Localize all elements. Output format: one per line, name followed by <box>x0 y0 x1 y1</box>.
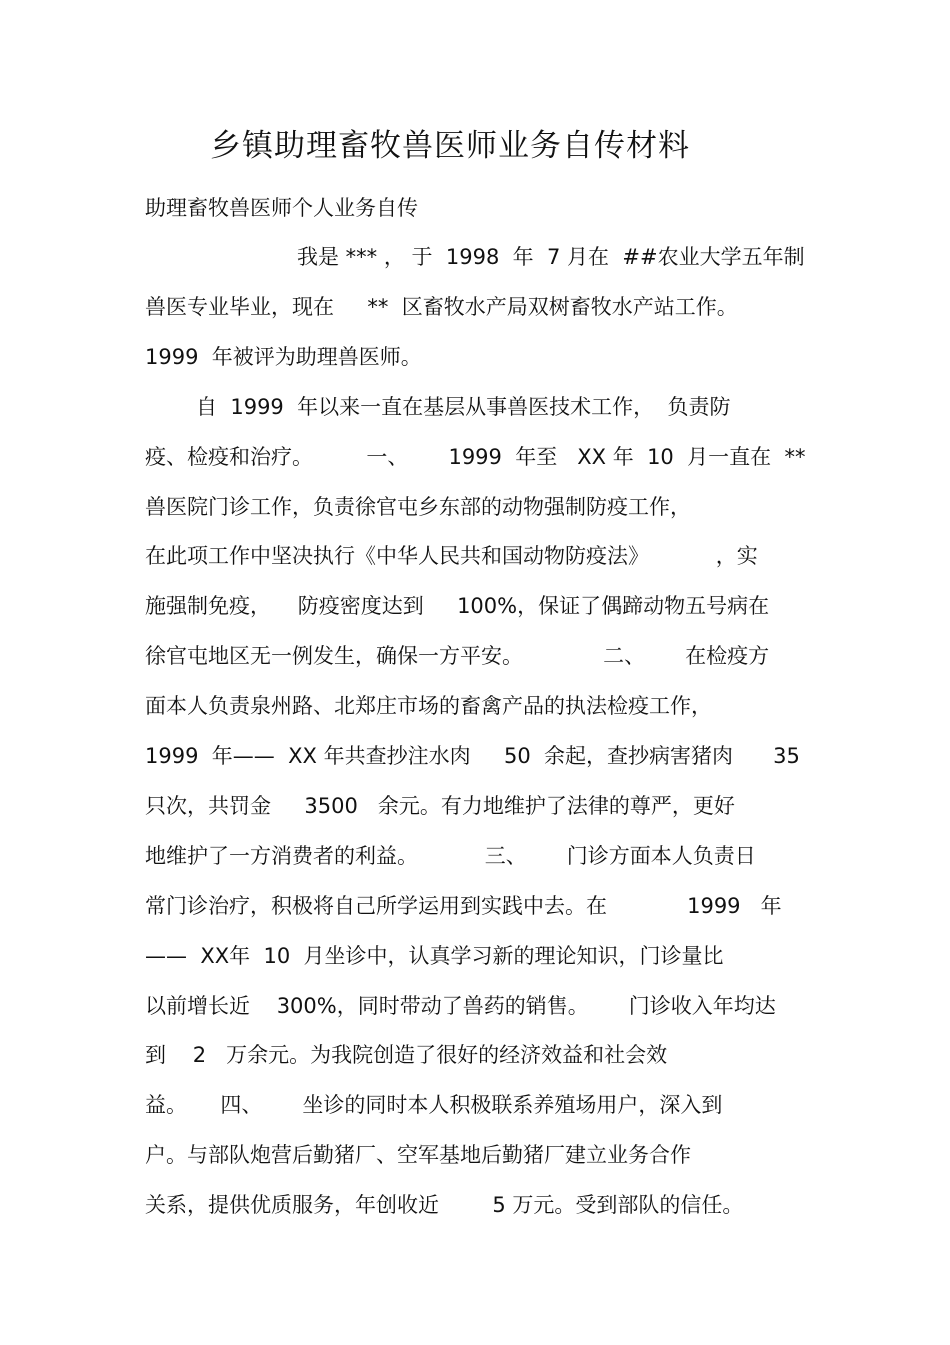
body-line: 1999 年—— XX 年共查抄注水肉 50 余起，查抄病害猪肉 35 <box>145 744 800 768</box>
body-line: 兽医院门诊工作，负责徐官屯乡东部的动物强制防疫工作， <box>145 495 691 519</box>
body-line: 常门诊治疗，积极将自己所学运用到实践中去。在 1999 年 <box>145 894 782 918</box>
document-title: 乡镇助理畜牧兽医师业务自传材料 <box>210 128 690 164</box>
body-line: 以前增长近 300%，同时带动了兽药的销售。 门诊收入年均达 <box>145 994 776 1018</box>
body-line: 我是 *** ， 于 1998 年 7 月在 ##农业大学五年制 <box>297 245 805 269</box>
body-line: 只次，共罚金 3500 余元。有力地维护了法律的尊严，更好 <box>145 794 735 818</box>
body-line: 在此项工作中坚决执行《中华人民共和国动物防疫法》 ，实 <box>145 544 758 568</box>
body-line: 施强制免疫， 防疫密度达到 100%，保证了偶蹄动物五号病在 <box>145 594 770 618</box>
body-line: 益。 四、 坐诊的同时本人积极联系养殖场用户，深入到 <box>145 1093 723 1117</box>
body-line: 疫、检疫和治疗。 一、 1999 年至 XX 年 10 月一直在 ** <box>145 445 806 469</box>
body-line: 自 1999 年以来一直在基层从事兽医技术工作， 负责防 <box>196 395 731 419</box>
document-subtitle: 助理畜牧兽医师个人业务自传 <box>145 196 418 220</box>
body-line: 徐官屯地区无一例发生，确保一方平安。 二、 在检疫方 <box>145 644 770 668</box>
body-line: —— XX年 10 月坐诊中，认真学习新的理论知识，门诊量比 <box>145 944 724 968</box>
body-line: 1999 年被评为助理兽医师。 <box>145 345 422 369</box>
body-line: 关系，提供优质服务，年创收近 5 万元。受到部队的信任。 <box>145 1193 744 1217</box>
body-line: 户。与部队炮营后勤猪厂、空军基地后勤猪厂建立业务合作 <box>145 1143 691 1167</box>
body-line: 地维护了一方消费者的利益。 三、 门诊方面本人负责日 <box>145 844 756 868</box>
body-line: 兽医专业毕业，现在 ** 区畜牧水产局双树畜牧水产站工作。 <box>145 295 738 319</box>
body-line: 到 2 万余元。为我院创造了很好的经济效益和社会效 <box>145 1043 668 1067</box>
body-line: 面本人负责泉州路、北郑庄市场的畜禽产品的执法检疫工作， <box>145 694 712 718</box>
